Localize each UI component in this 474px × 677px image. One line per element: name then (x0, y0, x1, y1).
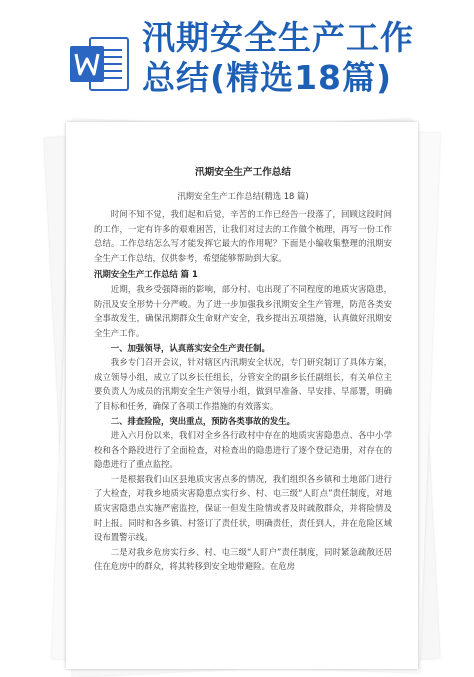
word-doc-icon (68, 34, 130, 94)
heading-1: 一、加强领导，认真落实安全生产责任制。 (110, 342, 270, 353)
document-page (66, 122, 418, 669)
title-line-2: 总结(精选18篇) (142, 58, 393, 97)
document-title: 汛期安全生产工作总结 (195, 167, 291, 178)
paragraph-3: 进入六月份以来，我们对全乡各行政村中存在的地质灾害隐患点、各中小学校和各个路段进行了全面检查，对检查出的隐患进行了逐个登记造册，对存在的隐患进行了重点监控。 (94, 430, 392, 470)
paragraph-1: 近期，我乡受强降雨的影响，部分村、屯出现了不同程度的地质灾害隐患，防汛及安全形势十分严峻。为了进一步加强我乡汛期安全生产管理，防范各类安全事故发生，确保汛期群众生命财产安全，我乡提出五项措施，认真做好汛期安全生产工作。 (94, 284, 392, 338)
paragraph-2: 我乡专门召开会议，针对辖区内汛期安全状况，专门研究制订了具体方案，成立领导小组，成立了以乡长任组长，分管安全的副乡长任副组长，有关单位主要负责人为成员的汛期安全生产领导小组，做到早准备、早安排、早部署，明确了目标和任务，确保了各项工作措施的有效落实。 (94, 357, 392, 411)
intro-paragraph: 时间不知不觉，我们起和后觉，辛苦的工作已经告一段落了，回顾这段时间的工作，一定有许多的艰难困苦，让我们对过去的工作做个梳理，再写一份工作总结。工作总结怎么写才能发挥它最大的作用呢？下面是小编收集整理的汛期安全生产工作总结，仅供参考，希望能够帮助到大家。 (94, 209, 392, 263)
section-heading: 汛期安全生产工作总结 篇 1 (94, 268, 198, 279)
document-subtitle: 汛期安全生产工作总结(精选 18 篇) (177, 190, 309, 201)
document-body (66, 122, 418, 574)
banner (0, 0, 474, 118)
paragraph-5: 二是对我乡危房实行乡、村、屯三级“人盯户”责任制度，同时紧急疏散还居住在危房中的群众，将其转移到安全地带避险。在危房 (94, 546, 392, 572)
heading-2: 二、排查险险，突出重点，预防各类事故的发生。 (110, 415, 296, 426)
paragraph-4: 一是根据我们山区县地质灾害点多的情况，我们组织各乡镇和土地部门进行了大检查，对我乡地质灾害隐患点实行乡、村、屯三级“人盯点”责任制度，对地质灾害隐患点实施严密监控，保证一但发生险情或者及时疏散群众，并将险情及时上报。同时和各乡镇、村签订了责任状，明确责任，责任到人，并在危险区域设布置警示线。 (94, 473, 392, 543)
title-line-1: 汛期安全生产工作 (142, 18, 414, 57)
page-title (142, 18, 414, 98)
